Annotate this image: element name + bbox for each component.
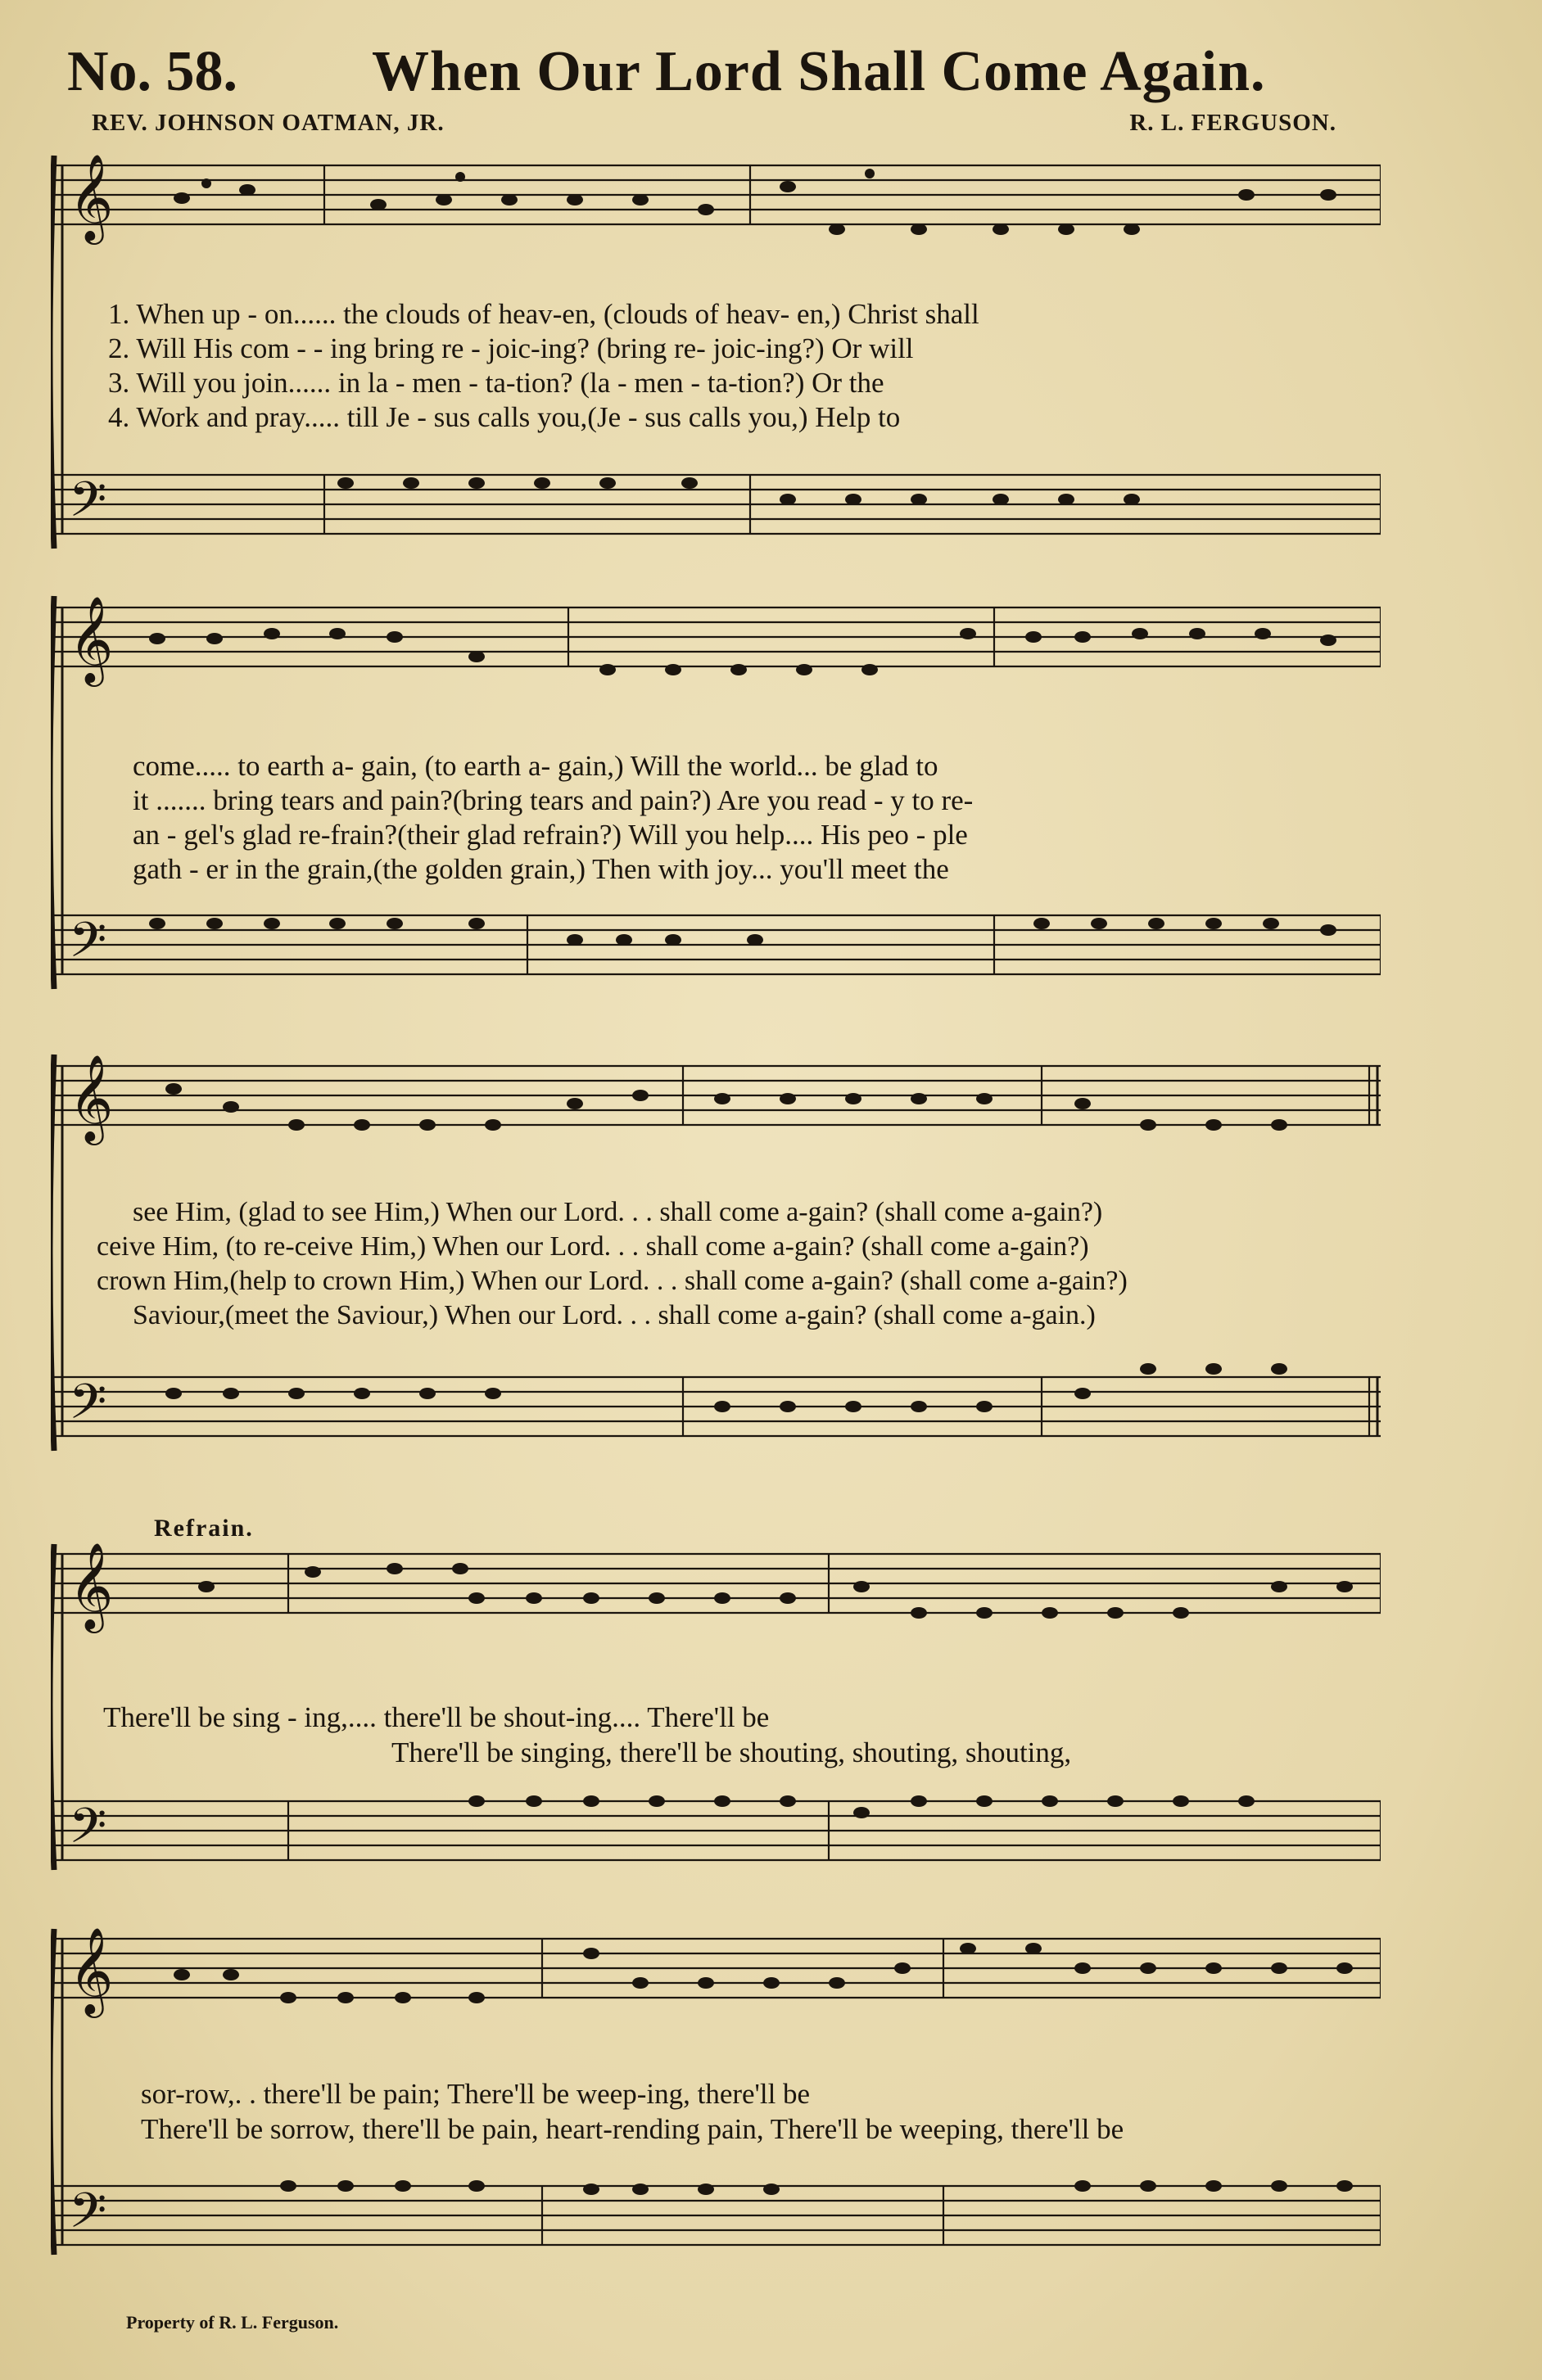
svg-text:𝄞: 𝄞 [69,595,114,683]
svg-text:𝄢: 𝄢 [69,1373,107,1442]
svg-text:𝄢: 𝄢 [69,1797,107,1866]
lyricist-credit: REV. JOHNSON OATMAN, JR. [92,110,445,136]
verse-2-line-1: 2. Will His com - - ing bring re - joic-ing? (bring re- joic-ing?) Or will [108,332,914,364]
refrain-label: Refrain. [154,1515,254,1542]
music-system-2 [51,588,1381,1022]
verse-2-line-2: it ....... bring tears and pain?(bring tears and pain?) Are you read - y to re- [133,784,974,816]
verse-4-line-2: gath - er in the grain,(the golden grain,) Then with joy... you'll meet the [133,853,949,885]
refrain-line-1-bottom: There'll be singing, there'll be shouting, shouting, shouting, [391,1736,1072,1768]
music-system-3 [51,1033,1381,1492]
composer-credit: R. L. FERGUSON. [1129,110,1336,136]
verse-4-line-3: Saviour,(meet the Saviour,) When our Lord. . . shall come a-gain? (shall come a-gain.) [133,1300,1096,1330]
svg-text:𝄢: 𝄢 [69,911,107,980]
verse-3-line-1: 3. Will you join...... in la - men - ta-tion? (la - men - ta-tion?) Or the [108,367,884,399]
svg-text:𝄢: 𝄢 [69,2182,107,2251]
refrain-line-2-top: sor-row,. . there'll be pain; There'll be weep-ing, there'll be [141,2078,811,2110]
title-row [67,39,1345,113]
svg-text:𝄞: 𝄞 [69,1926,114,2014]
refrain-line-2-bottom: There'll be sorrow, there'll be pain, heart-rending pain, There'll be weeping, there'll be [141,2113,1124,2145]
verse-1-line-3: see Him, (glad to see Him,) When our Lord. . . shall come a-gain? (shall come a-gain?) [133,1197,1103,1227]
svg-text:𝄞: 𝄞 [69,153,114,241]
verse-2-line-3: ceive Him, (to re-ceive Him,) When our Lord. . . shall come a-gain? (shall come a-gain?) [97,1231,1089,1262]
verse-3-line-2: an - gel's glad re-frain?(their glad refrain?) Will you help.... His peo - ple [133,819,968,851]
verse-1-line-2: come..... to earth a- gain, (to earth a- gain,) Will the world... be glad to [133,750,938,782]
verse-3-line-3: crown Him,(help to crown Him,) When our Lord. . . shall come a-gain? (shall come a-gain?) [97,1266,1128,1296]
music-system-4 [51,1539,1381,1899]
svg-text:𝄞: 𝄞 [69,1054,114,1141]
svg-text:𝄞: 𝄞 [69,1542,114,1629]
music-system-5 [51,1916,1381,2292]
verse-1-line-1: 1. When up - on...... the clouds of heav-en, (clouds of heav- en,) Christ shall [108,298,979,330]
verse-4-line-1: 4. Work and pray..... till Je - sus calls you,(Je - sus calls you,) Help to [108,401,901,433]
hymn-number: No. 58. [67,40,238,103]
hymn-title: When Our Lord Shall Come Again. [372,40,1266,103]
svg-text:𝄢: 𝄢 [69,471,107,540]
music-system-1 [51,147,1381,557]
copyright-footer: Property of R. L. Ferguson. [126,2312,339,2333]
credits [92,110,1336,142]
refrain-line-1-top: There'll be sing - ing,.... there'll be shout-ing.... There'll be [103,1701,770,1733]
system-3-staves [51,1033,1381,1492]
